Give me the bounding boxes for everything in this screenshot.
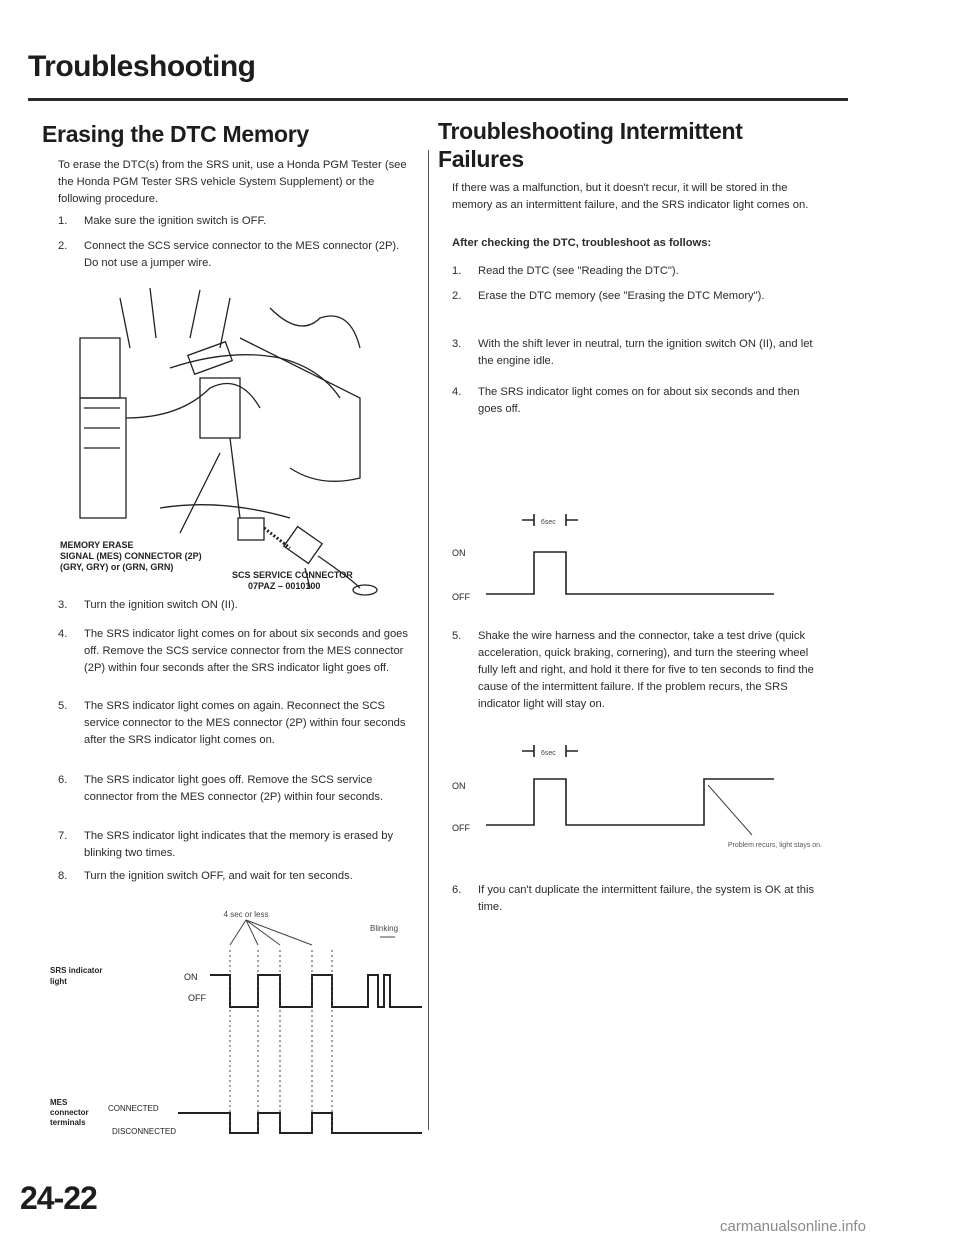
erase-step-4: 4. The SRS indicator light comes on for about six seconds and goes off. Remove the SCS service connector from the MES connector (2P) within four seconds after the SRS indicator light goes off. <box>58 628 408 674</box>
erasing-section-title: Erasing the DTC Memory <box>42 121 309 147</box>
srs-indicator-label-2: light <box>50 977 67 986</box>
timing-on-label: ON <box>184 972 198 982</box>
intermittent-step-5: 5. Shake the wire harness and the connector, take a test drive (quick acceleration, quick braking, cornering), and turn the steering wheel fully left and right, and hold it there for five to ten seconds to find the cause of the intermittent failure. If the problem recurs, the SRS indicator light will stay on. <box>452 630 814 710</box>
srs-indicator-label-1: SRS indicator <box>50 966 103 975</box>
timing-blinking-label: Blinking <box>370 924 399 933</box>
erase-step-7: 7. The SRS indicator light indicates that the memory is erased by blinking two times. <box>58 830 394 859</box>
intermittent-subhead: After checking the DTC, troubleshoot as follows: <box>452 237 712 249</box>
scs-connector-label: SCS SERVICE CONNECTOR 07PAZ – 0010100 <box>232 570 353 591</box>
chart2-on-label: ON <box>452 781 466 791</box>
intermittent-intro: If there was a malfunction, but it doesn't recur, it will be stored in the memory as an intermittent failure, and the SRS indicator light comes on. <box>452 182 809 211</box>
timing-top-label: 4 sec or less <box>223 910 269 919</box>
page-number: 24-22 <box>20 1180 97 1216</box>
intermittent-timing-chart-2 <box>452 735 832 850</box>
intermittent-step-1: 1. Read the DTC (see "Reading the DTC"). <box>452 265 679 277</box>
mes-terminals-label-2: connector <box>50 1108 89 1117</box>
erase-step-2: 2. Connect the SCS service connector to the MES connector (2P). Do not use a jumper wire. <box>58 240 400 269</box>
chart1-time-label: 6sec <box>541 519 556 526</box>
timing-off-label: OFF <box>188 993 206 1003</box>
chart1-on-label: ON <box>452 548 466 558</box>
erase-step-6: 6. The SRS indicator light goes off. Remove the SCS service connector from the MES connector (2P) within four seconds. <box>58 774 384 803</box>
page-header-title: Troubleshooting <box>28 50 256 83</box>
chart2-time-label: 6sec <box>541 750 556 757</box>
intermittent-step-6: 6. If you can't duplicate the intermittent failure, the system is OK at this time. <box>452 884 815 913</box>
erasing-intro: To erase the DTC(s) from the SRS unit, use a Honda PGM Tester (see the Honda PGM Tester SRS vehicle System Supplement) or the following procedure. <box>58 159 407 205</box>
erase-timing-diagram <box>50 905 425 1140</box>
mes-terminals-label-3: terminals <box>50 1118 86 1127</box>
erase-step-5: 5. The SRS indicator light comes on again. Reconnect the SCS service connector to the MES connector (2P) within four seconds after the SRS indicator light comes on. <box>58 700 406 746</box>
intermittent-timing-chart-1 <box>452 508 792 608</box>
column-divider <box>428 150 429 1130</box>
erase-step-8: 8. Turn the ignition switch OFF, and wait for ten seconds. <box>58 870 353 882</box>
mes-connector-label: MEMORY ERASE SIGNAL (MES) CONNECTOR (2P) (GRY, GRY) or (GRN, GRN) <box>60 540 202 572</box>
timing-disconnected-label: DISCONNECTED <box>112 1127 177 1136</box>
chart2-caption: Problem recurs, light stays on. <box>727 842 822 849</box>
chart2-off-label: OFF <box>452 823 470 833</box>
intermittent-section-title: Troubleshooting Intermittent Failures <box>438 118 743 172</box>
erase-step-1: 1. Make sure the ignition switch is OFF. <box>58 215 267 227</box>
chart1-off-label: OFF <box>452 592 470 602</box>
erase-step-3: 3. Turn the ignition switch ON (II). <box>58 599 238 611</box>
timing-connected-label: CONNECTED <box>108 1104 159 1113</box>
intermittent-step-3: 3. With the shift lever in neutral, turn the ignition switch ON (II), and let the engine idle. <box>452 338 813 367</box>
watermark: carmanualsonline.info <box>720 1218 866 1235</box>
header-rule <box>28 98 848 101</box>
mes-terminals-label-1: MES <box>50 1098 68 1107</box>
intermittent-step-2: 2. Erase the DTC memory (see "Erasing the DTC Memory"). <box>452 290 765 302</box>
intermittent-step-4: 4. The SRS indicator light comes on for about six seconds and then goes off. <box>452 386 800 415</box>
